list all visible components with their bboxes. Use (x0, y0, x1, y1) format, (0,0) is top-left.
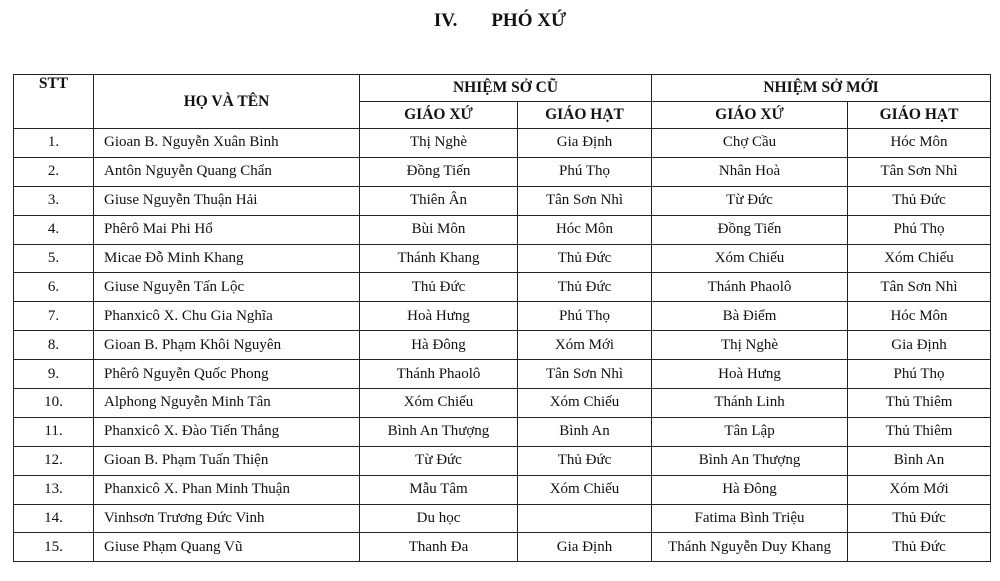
new-deanery-cell: Thủ Đức (848, 533, 991, 562)
new-parish-cell: Bà Điểm (652, 302, 848, 331)
table-row (14, 533, 991, 562)
new-parish-cell: Nhân Hoà (652, 157, 848, 186)
old-parish-cell: Thánh Phaolô (360, 360, 518, 389)
new-parish-header: GIÁO XỨ (652, 102, 848, 129)
old-parish-cell: Thánh Khang (360, 244, 518, 273)
new-parish-cell: Từ Đức (652, 186, 848, 215)
old-deanery-cell: Bình An (518, 417, 652, 446)
old-deanery-cell: Gia Định (518, 129, 652, 158)
row-number-cell: 15. (14, 533, 94, 562)
row-number-cell: 3. (14, 186, 94, 215)
new-deanery-cell: Tân Sơn Nhì (848, 157, 991, 186)
name-header: HỌ VÀ TÊN (94, 75, 360, 129)
old-parish-cell: Thiên Ân (360, 186, 518, 215)
old-parish-cell: Xóm Chiếu (360, 389, 518, 418)
old-deanery-cell: Phú Thọ (518, 157, 652, 186)
priest-name-cell: Phêrô Mai Phi Hổ (94, 215, 360, 244)
new-deanery-cell: Thủ Đức (848, 186, 991, 215)
old-parish-header: GIÁO XỨ (360, 102, 518, 129)
old-deanery-cell: Tân Sơn Nhì (518, 360, 652, 389)
old-deanery-cell: Thủ Đức (518, 273, 652, 302)
old-parish-cell: Hà Đông (360, 331, 518, 360)
table-body (14, 129, 991, 562)
old-parish-cell: Bình An Thượng (360, 417, 518, 446)
new-parish-cell: Thánh Phaolô (652, 273, 848, 302)
priest-name-cell: Phêrô Nguyễn Quốc Phong (94, 360, 360, 389)
priest-name-cell: Phanxicô X. Phan Minh Thuận (94, 475, 360, 504)
section-heading (0, 10, 1000, 32)
old-parish-cell: Hoà Hưng (360, 302, 518, 331)
priest-name-cell: Giuse Nguyễn Thuận Hải (94, 186, 360, 215)
new-deanery-cell: Thủ Đức (848, 504, 991, 533)
priest-name-cell: Alphong Nguyễn Minh Tân (94, 389, 360, 418)
row-number-cell: 5. (14, 244, 94, 273)
old-deanery-cell: Thủ Đức (518, 244, 652, 273)
new-parish-cell: Hà Đông (652, 475, 848, 504)
table-row (14, 186, 991, 215)
priest-name-cell: Micae Đỗ Minh Khang (94, 244, 360, 273)
row-number-cell: 13. (14, 475, 94, 504)
table-row (14, 475, 991, 504)
new-parish-cell: Bình An Thượng (652, 446, 848, 475)
new-deanery-cell: Phú Thọ (848, 360, 991, 389)
old-parish-cell: Từ Đức (360, 446, 518, 475)
old-deanery-cell (518, 504, 652, 533)
row-number-cell: 1. (14, 129, 94, 158)
row-number-cell: 2. (14, 157, 94, 186)
old-parish-cell: Du học (360, 504, 518, 533)
new-parish-cell: Thánh Nguyễn Duy Khang (652, 533, 848, 562)
new-deanery-cell: Tân Sơn Nhì (848, 273, 991, 302)
priest-name-cell: Gioan B. Phạm Tuấn Thiện (94, 446, 360, 475)
old-parish-cell: Thủ Đức (360, 273, 518, 302)
new-parish-cell: Chợ Cầu (652, 129, 848, 158)
table-row (14, 389, 991, 418)
new-parish-cell: Xóm Chiếu (652, 244, 848, 273)
old-deanery-cell: Gia Định (518, 533, 652, 562)
row-number-cell: 14. (14, 504, 94, 533)
old-deanery-cell: Hóc Môn (518, 215, 652, 244)
new-parish-cell: Thị Nghè (652, 331, 848, 360)
table-row (14, 360, 991, 389)
new-parish-cell: Đồng Tiến (652, 215, 848, 244)
old-deanery-cell: Xóm Chiếu (518, 475, 652, 504)
old-deanery-cell: Xóm Mới (518, 331, 652, 360)
table-row (14, 129, 991, 158)
priest-name-cell: Gioan B. Phạm Khôi Nguyên (94, 331, 360, 360)
row-number-cell: 10. (14, 389, 94, 418)
priest-name-cell: Giuse Nguyễn Tấn Lộc (94, 273, 360, 302)
new-deanery-cell: Gia Định (848, 331, 991, 360)
new-parish-cell: Thánh Linh (652, 389, 848, 418)
row-number-cell: 9. (14, 360, 94, 389)
table-row (14, 273, 991, 302)
priest-name-cell: Gioan B. Nguyễn Xuân Bình (94, 129, 360, 158)
old-deanery-header: GIÁO HẠT (518, 102, 652, 129)
row-number-cell: 4. (14, 215, 94, 244)
priest-name-cell: Vinhsơn Trương Đức Vinh (94, 504, 360, 533)
new-deanery-cell: Thủ Thiêm (848, 417, 991, 446)
new-deanery-cell: Phú Thọ (848, 215, 991, 244)
section-number: IV. (433, 10, 458, 31)
table-row (14, 244, 991, 273)
old-assignment-header: NHIỆM SỞ CŨ (360, 75, 652, 102)
old-parish-cell: Thanh Đa (360, 533, 518, 562)
row-number-cell: 11. (14, 417, 94, 446)
new-deanery-cell: Thủ Thiêm (848, 389, 991, 418)
section-title: PHÓ XỨ (491, 10, 567, 31)
new-deanery-cell: Hóc Môn (848, 302, 991, 331)
assignment-table (13, 74, 991, 562)
priest-name-cell: Giuse Phạm Quang Vũ (94, 533, 360, 562)
old-deanery-cell: Tân Sơn Nhì (518, 186, 652, 215)
old-deanery-cell: Xóm Chiếu (518, 389, 652, 418)
old-parish-cell: Mẫu Tâm (360, 475, 518, 504)
old-parish-cell: Đồng Tiến (360, 157, 518, 186)
new-deanery-cell: Bình An (848, 446, 991, 475)
table-row (14, 215, 991, 244)
new-parish-cell: Fatima Bình Triệu (652, 504, 848, 533)
old-deanery-cell: Phú Thọ (518, 302, 652, 331)
new-deanery-cell: Xóm Chiếu (848, 244, 991, 273)
table-row (14, 417, 991, 446)
table-row (14, 446, 991, 475)
priest-name-cell: Phanxicô X. Chu Gia Nghĩa (94, 302, 360, 331)
priest-name-cell: Phanxicô X. Đào Tiến Thắng (94, 417, 360, 446)
old-parish-cell: Bùi Môn (360, 215, 518, 244)
table-header (14, 75, 991, 129)
new-assignment-header: NHIỆM SỞ MỚI (652, 75, 991, 102)
table-row (14, 504, 991, 533)
priest-name-cell: Antôn Nguyễn Quang Chẩn (94, 157, 360, 186)
new-deanery-header: GIÁO HẠT (848, 102, 991, 129)
row-number-cell: 7. (14, 302, 94, 331)
new-deanery-cell: Xóm Mới (848, 475, 991, 504)
new-parish-cell: Tân Lập (652, 417, 848, 446)
row-number-cell: 8. (14, 331, 94, 360)
table-row (14, 331, 991, 360)
row-number-cell: 12. (14, 446, 94, 475)
old-parish-cell: Thị Nghè (360, 129, 518, 158)
table-row (14, 302, 991, 331)
new-deanery-cell: Hóc Môn (848, 129, 991, 158)
table-row (14, 157, 991, 186)
row-number-cell: 6. (14, 273, 94, 302)
old-deanery-cell: Thủ Đức (518, 446, 652, 475)
stt-header: STT (14, 75, 94, 129)
new-parish-cell: Hoà Hưng (652, 360, 848, 389)
